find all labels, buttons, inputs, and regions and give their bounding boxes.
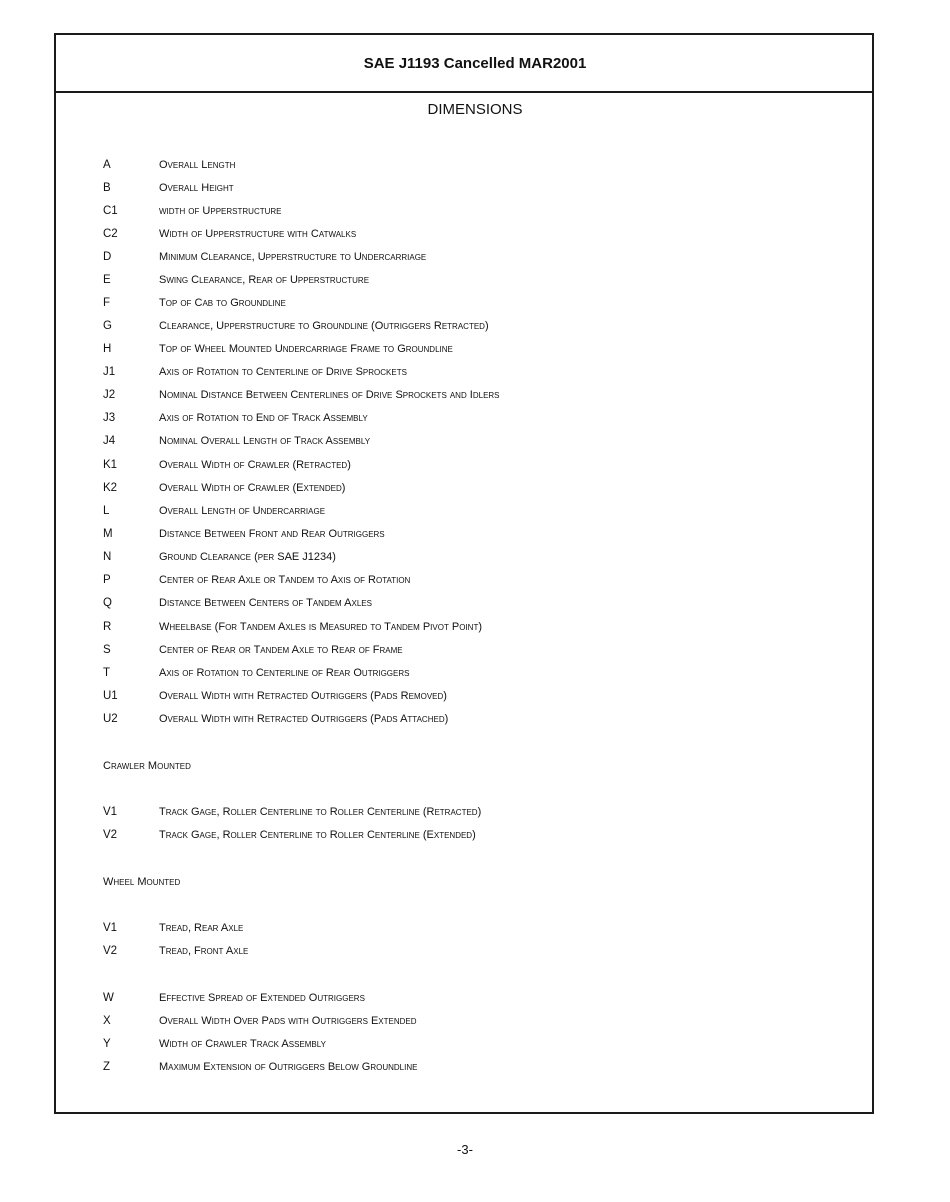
dimension-code: W [103, 992, 114, 1004]
dimension-row [103, 1037, 326, 1051]
wheel-mounted-label: Wheel Mounted [103, 876, 181, 888]
dimension-code: J2 [103, 389, 116, 401]
dimension-code: T [103, 667, 111, 679]
dimension-row [103, 250, 426, 264]
dimension-code: N [103, 551, 112, 563]
dimension-description: Top of Cab to Groundline [159, 297, 286, 309]
dimension-description: Width of Upperstructure with Catwalks [159, 228, 357, 240]
dimension-code: F [103, 297, 111, 309]
dimension-code: X [103, 1015, 111, 1027]
dimension-description: Effective Spread of Extended Outriggers [159, 992, 365, 1004]
dimension-description: Center of Rear Axle or Tandem to Axis of Rotation [159, 574, 411, 586]
dimension-code: J3 [103, 412, 116, 424]
dimension-row [103, 411, 368, 425]
dimension-description: Distance Between Centers of Tandem Axles [159, 597, 372, 609]
dimension-code: Q [103, 597, 112, 609]
dimension-code: C1 [103, 205, 118, 217]
section-title: DIMENSIONS [427, 101, 523, 118]
dimension-row [103, 1014, 417, 1028]
dimension-row [103, 158, 235, 172]
dimension-description: Ground Clearance (per SAE J1234) [159, 551, 336, 563]
dimension-description: Track Gage, Roller Centerline to Roller Centerline (Retracted) [159, 806, 482, 818]
dimension-description: Axis of Rotation to Centerline of Drive Sprockets [159, 366, 407, 378]
header-bar [56, 35, 872, 93]
dimension-row [103, 1060, 417, 1074]
dimension-description: Distance Between Front and Rear Outriggers [159, 528, 385, 540]
dimension-code: U2 [103, 713, 118, 725]
dimension-description: Track Gage, Roller Centerline to Roller Centerline (Extended) [159, 829, 476, 841]
dimension-row [103, 342, 453, 356]
dimension-row [103, 458, 351, 472]
dimension-row [103, 620, 482, 634]
dimension-description: Overall Height [159, 182, 234, 194]
dimension-description: Center of Rear or Tandem Axle to Rear of Frame [159, 644, 403, 656]
dimension-row [103, 319, 489, 333]
dimension-description: Top of Wheel Mounted Undercarriage Frame to Groundline [159, 343, 453, 355]
dimension-code: L [103, 505, 110, 517]
page-number: -3- [457, 1142, 473, 1157]
dimension-code: B [103, 182, 111, 194]
dimension-row [103, 365, 407, 379]
dimension-row [103, 527, 385, 541]
wheel-row [103, 944, 248, 958]
dimension-code: J1 [103, 366, 116, 378]
dimension-description: Maximum Extension of Outriggers Below Groundline [159, 1061, 418, 1073]
crawler-mounted-label: Crawler Mounted [103, 760, 191, 772]
dimension-row [103, 596, 372, 610]
dimension-description: Axis of Rotation to Centerline of Rear Outriggers [159, 667, 410, 679]
dimension-row [103, 388, 500, 402]
dimension-code: C2 [103, 228, 118, 240]
crawler-row [103, 805, 481, 819]
dimension-description: Nominal Distance Between Centerlines of Drive Sprockets and Idlers [159, 389, 500, 401]
dimension-code: V2 [103, 945, 118, 957]
dimension-row [103, 712, 448, 726]
dimension-row [103, 204, 282, 218]
wheel-row [103, 921, 243, 935]
dimension-description: Axis of Rotation to End of Track Assembly [159, 412, 368, 424]
dimension-description: Overall Width of Crawler (Extended) [159, 482, 346, 494]
dimension-code: U1 [103, 690, 118, 702]
dimension-description: Wheelbase (For Tandem Axles is Measured to Tandem Pivot Point) [159, 621, 482, 633]
dimension-description: Overall Length [159, 159, 236, 171]
dimension-code: K1 [103, 459, 118, 471]
dimension-code: P [103, 574, 111, 586]
dimension-description: Overall Width with Retracted Outriggers (Pads Attached) [159, 713, 449, 725]
dimension-row [103, 666, 409, 680]
dimension-row [103, 296, 286, 310]
dimension-code: S [103, 644, 111, 656]
dimension-row [103, 643, 403, 657]
dimension-description: width of Upperstructure [159, 205, 282, 217]
dimension-row [103, 227, 356, 241]
dimension-code: R [103, 621, 112, 633]
dimension-code: J4 [103, 435, 116, 447]
dimension-code: Z [103, 1061, 111, 1073]
dimension-description: Overall Length of Undercarriage [159, 505, 326, 517]
dimension-description: Tread, Front Axle [159, 945, 249, 957]
dimension-code: M [103, 528, 113, 540]
dimension-row [103, 504, 325, 518]
dimension-code: H [103, 343, 112, 355]
dimension-row [103, 573, 410, 587]
dimension-description: Overall Width Over Pads with Outriggers Extended [159, 1015, 417, 1027]
dimension-code: V2 [103, 829, 118, 841]
dimension-code: K2 [103, 482, 118, 494]
dimension-description: Overall Width of Crawler (Retracted) [159, 459, 351, 471]
dimension-code: Y [103, 1038, 111, 1050]
dimension-row [103, 434, 370, 448]
dimension-row [103, 273, 369, 287]
dimension-code: V1 [103, 806, 118, 818]
dimension-description: Swing Clearance, Rear of Upperstructure [159, 274, 370, 286]
dimension-code: A [103, 159, 111, 171]
dimension-description: Clearance, Upperstructure to Groundline (Outriggers Retracted) [159, 320, 489, 332]
dimension-row [103, 689, 447, 703]
dimension-description: Overall Width with Retracted Outriggers (Pads Removed) [159, 690, 447, 702]
dimension-description: Nominal Overall Length of Track Assembly [159, 435, 371, 447]
dimension-code: G [103, 320, 112, 332]
dimension-code: E [103, 274, 111, 286]
document-title: SAE J1193 Cancelled MAR2001 [363, 54, 587, 72]
dimension-row [103, 181, 234, 195]
document-frame [54, 33, 874, 1114]
crawler-row [103, 828, 476, 842]
dimension-code: V1 [103, 922, 118, 934]
dimension-description: Width of Crawler Track Assembly [159, 1038, 326, 1050]
dimension-description: Minimum Clearance, Upperstructure to Undercarriage [159, 251, 427, 263]
dimension-row [103, 550, 336, 564]
dimension-code: D [103, 251, 112, 263]
dimension-description: Tread, Rear Axle [159, 922, 244, 934]
dimension-row [103, 481, 345, 495]
dimension-row [103, 991, 365, 1005]
